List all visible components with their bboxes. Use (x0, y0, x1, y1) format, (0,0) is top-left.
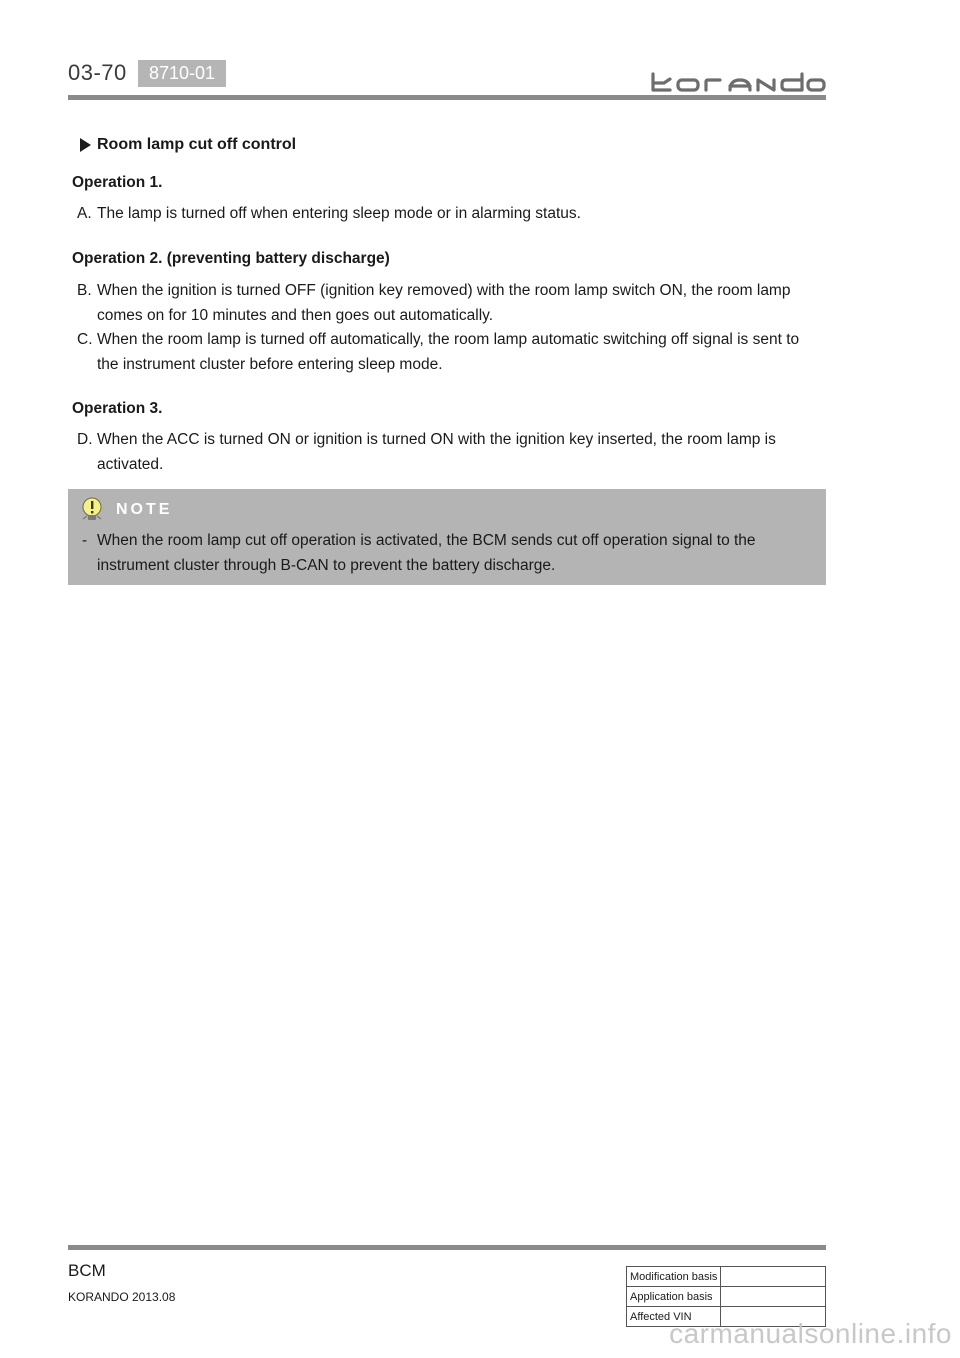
heading-text: Room lamp cut off control (97, 136, 297, 153)
section-code-badge: 8710-01 (138, 60, 226, 87)
header-divider (68, 95, 826, 100)
list-item (77, 428, 822, 477)
operation-1-title: Operation 1. (72, 174, 163, 191)
footer-divider (68, 1245, 826, 1250)
table-cell-value (721, 1287, 826, 1307)
item-text: When the ACC is turned ON or ignition is turned ON with the ignition key inserted, the room lamp is activated. (97, 431, 776, 473)
korando-logo (650, 72, 826, 92)
footer-model: KORANDO 2013.08 (68, 1290, 176, 1304)
table-cell-label: Affected VIN (627, 1307, 721, 1327)
list-item (77, 328, 822, 377)
footer-section-name: BCM (68, 1261, 106, 1280)
play-triangle-icon (80, 138, 91, 152)
item-letter: A. (77, 205, 92, 222)
note-text: When the room lamp cut off operation is activated, the BCM sends cut off operation signal to the instrument cluster through B-CAN to prevent the battery discharge. (97, 532, 756, 574)
note-label: NOTE (116, 501, 173, 518)
note-dash: - (82, 532, 88, 549)
table-cell-value (721, 1267, 826, 1287)
list-item (77, 279, 822, 328)
section-heading (80, 136, 296, 154)
item-letter: B. (77, 282, 92, 299)
lightbulb-icon (80, 497, 104, 523)
item-text: The lamp is turned off when entering sleep mode or in alarming status. (97, 205, 581, 222)
watermark: carmanualsonline.info (669, 1318, 952, 1349)
note-item (82, 529, 802, 578)
item-letter: C. (77, 331, 93, 348)
table-cell-label: Modification basis (627, 1267, 721, 1287)
item-letter: D. (77, 431, 93, 448)
page-number: 03-70 (68, 60, 127, 85)
table-row (627, 1267, 826, 1287)
operation-2-title: Operation 2. (preventing battery discharge) (72, 250, 390, 267)
item-text: When the room lamp is turned off automatically, the room lamp automatic switching off signal is sent to the instrument cluster before entering sleep mode. (97, 331, 800, 373)
item-text: When the ignition is turned OFF (ignition key removed) with the room lamp switch ON, the room lamp comes on for 10 minutes and then goes out automatically. (97, 282, 791, 324)
operation-3-title: Operation 3. (72, 400, 163, 417)
table-row (627, 1287, 826, 1307)
list-item (77, 202, 822, 227)
table-cell-label: Application basis (627, 1287, 721, 1307)
